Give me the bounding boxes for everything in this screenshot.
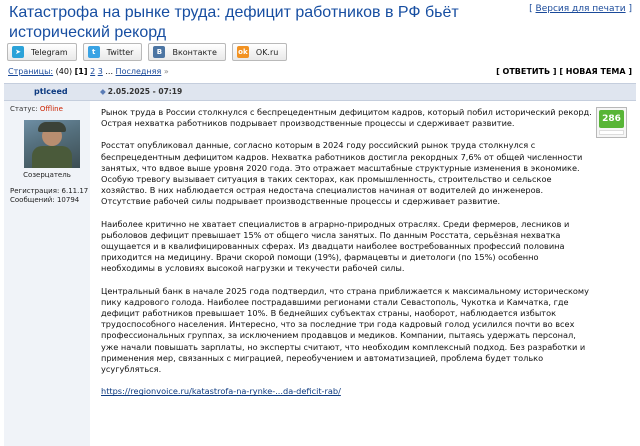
author-reg-info xyxy=(10,187,88,205)
share-ok-label: OK.ru xyxy=(255,47,279,57)
last-page-arrow-icon[interactable]: » xyxy=(163,67,169,76)
source-paragraph xyxy=(101,386,593,397)
topic-title: Катастрофа на рынке труда: дефицит работников в РФ бьёт исторический рекорд xyxy=(9,4,459,41)
post-date xyxy=(100,87,182,96)
pages-ellipsis: ... xyxy=(105,67,113,76)
post-bullet-icon: ◆ xyxy=(100,87,106,96)
share-twitter-label: Twitter xyxy=(106,47,134,57)
ok-icon: ok xyxy=(238,48,248,56)
rating-bar xyxy=(599,130,624,135)
share-bar xyxy=(7,43,287,61)
vk-icon: B xyxy=(153,46,165,58)
source-link[interactable]: https://regionvoice.ru/katastrofa-na-rynke-...da-deficit-rab/ xyxy=(101,386,341,397)
post-header xyxy=(4,83,636,101)
reg-date: 6.11.17 xyxy=(61,187,89,195)
share-twitter-button[interactable] xyxy=(83,43,143,61)
reg-line xyxy=(10,187,88,196)
post-paragraph: Рынок труда в России столкнулся с беспрецедентным дефицитом кадров, который побил исторический рекорд. Острая нехватка работников подрывает производственные процессы и сдерживает развитие. xyxy=(101,107,592,129)
new-topic-button[interactable]: [ НОВАЯ ТЕМА ] xyxy=(559,67,632,76)
reply-button[interactable]: [ ОТВЕТИТЬ ] xyxy=(496,67,557,76)
post-author[interactable]: ptlceed xyxy=(34,87,68,96)
rating-value: 286 xyxy=(599,110,624,128)
author-profile xyxy=(4,101,90,446)
print-bracket-close: ] xyxy=(628,4,632,14)
share-vk-label: Вконтакте xyxy=(172,47,217,57)
post-date-text: 2.05.2025 - 07:19 xyxy=(107,87,183,96)
share-telegram-label: Telegram xyxy=(31,47,68,57)
print-version-link[interactable]: Версия для печати xyxy=(535,4,626,14)
reg-label: Регистрация: xyxy=(10,187,60,195)
telegram-icon: ➤ xyxy=(12,46,24,58)
post-body xyxy=(101,107,593,408)
share-vk-button[interactable] xyxy=(148,43,225,61)
print-bracket-open: [ xyxy=(529,4,533,14)
post-rating[interactable] xyxy=(596,107,627,138)
current-page: [1] xyxy=(74,67,88,76)
share-ok-button[interactable] xyxy=(232,43,287,61)
author-rank: Созерцатель xyxy=(23,171,71,179)
status-value: Offline xyxy=(39,105,63,113)
msgs-count: 10794 xyxy=(56,196,80,204)
post-paragraph: Центральный банк в начале 2025 года подтвердил, что страна приближается к максимальному историческому пику кадрового голода. Наиболее пострадавшими регионами стали Севастополь, Чукотка и Камчатка, где дефицит работников превышает 10%. В беднейших субъектах страны, наоборот, наблюдается избыток трудоспособного населения. Интересно, что за последние три года кадровый голод усилился почти во всех профессиональных группах, за исключением продавцов и медиков. Компании, пытаясь удержать персонал, уже начали повышать зарплаты, но эксперты считают, что необходим комплексный подход. Без разработки и применения мер, связанных с миграцией, переобучением и автоматизацией, проблема будет только усугубляться. xyxy=(101,285,589,375)
topic-actions xyxy=(496,67,632,76)
page-2-link[interactable]: 2 xyxy=(90,67,96,76)
msgs-line xyxy=(10,196,88,205)
print-version[interactable] xyxy=(529,4,632,14)
twitter-icon: t xyxy=(88,46,100,58)
page-3-link[interactable]: 3 xyxy=(97,67,103,76)
author-status xyxy=(10,105,63,113)
avatar[interactable] xyxy=(24,120,80,168)
pagination xyxy=(8,67,169,76)
status-label: Статус: xyxy=(10,105,38,113)
pager-row xyxy=(8,67,632,79)
pages-label-link[interactable]: Страницы: xyxy=(8,67,54,76)
post-paragraph: Росстат опубликовал данные, согласно которым в 2024 году российский рынок труда столкнулся с беспрецедентным дефицитом кадров. Нехватка работников достигла рекордных 7,6% от общей численности занятых, что вдвое выше уровня 2020 года. Это отражает масштабные структурные изменения в экономике. Особую тревогу вызывает ситуация в таких секторах, как промышленность, строительство и сельское хозяйство. В них наблюдается острая недостача специалистов начиная от водителей до инженеров. Отсутствие рабочей силы подрывает производственные процессы и сдерживает развитие. xyxy=(101,140,583,207)
pages-count: (40) xyxy=(55,67,73,76)
last-page-link[interactable]: Последняя xyxy=(115,67,162,76)
share-telegram-button[interactable] xyxy=(7,43,77,61)
msgs-label: Сообщений: xyxy=(10,196,55,204)
post-paragraph: Наиболее критично не хватает специалистов в аграрно-природных отраслях. Среди фермеров, лесников и рыболовов дефицит превышает 15% от общего числа занятых. По данным Росстата, серьёзная нехватка ощущается и в квалифицированных сферах. Из двадцати наиболее востребованных профессий половина приходится на медицину. Врачи скорой помощи (19%), фармацевты и диетологи (по 15%) особенно необходимы в условиях высокой нагрузки и текучести рабочей силы. xyxy=(101,218,570,274)
